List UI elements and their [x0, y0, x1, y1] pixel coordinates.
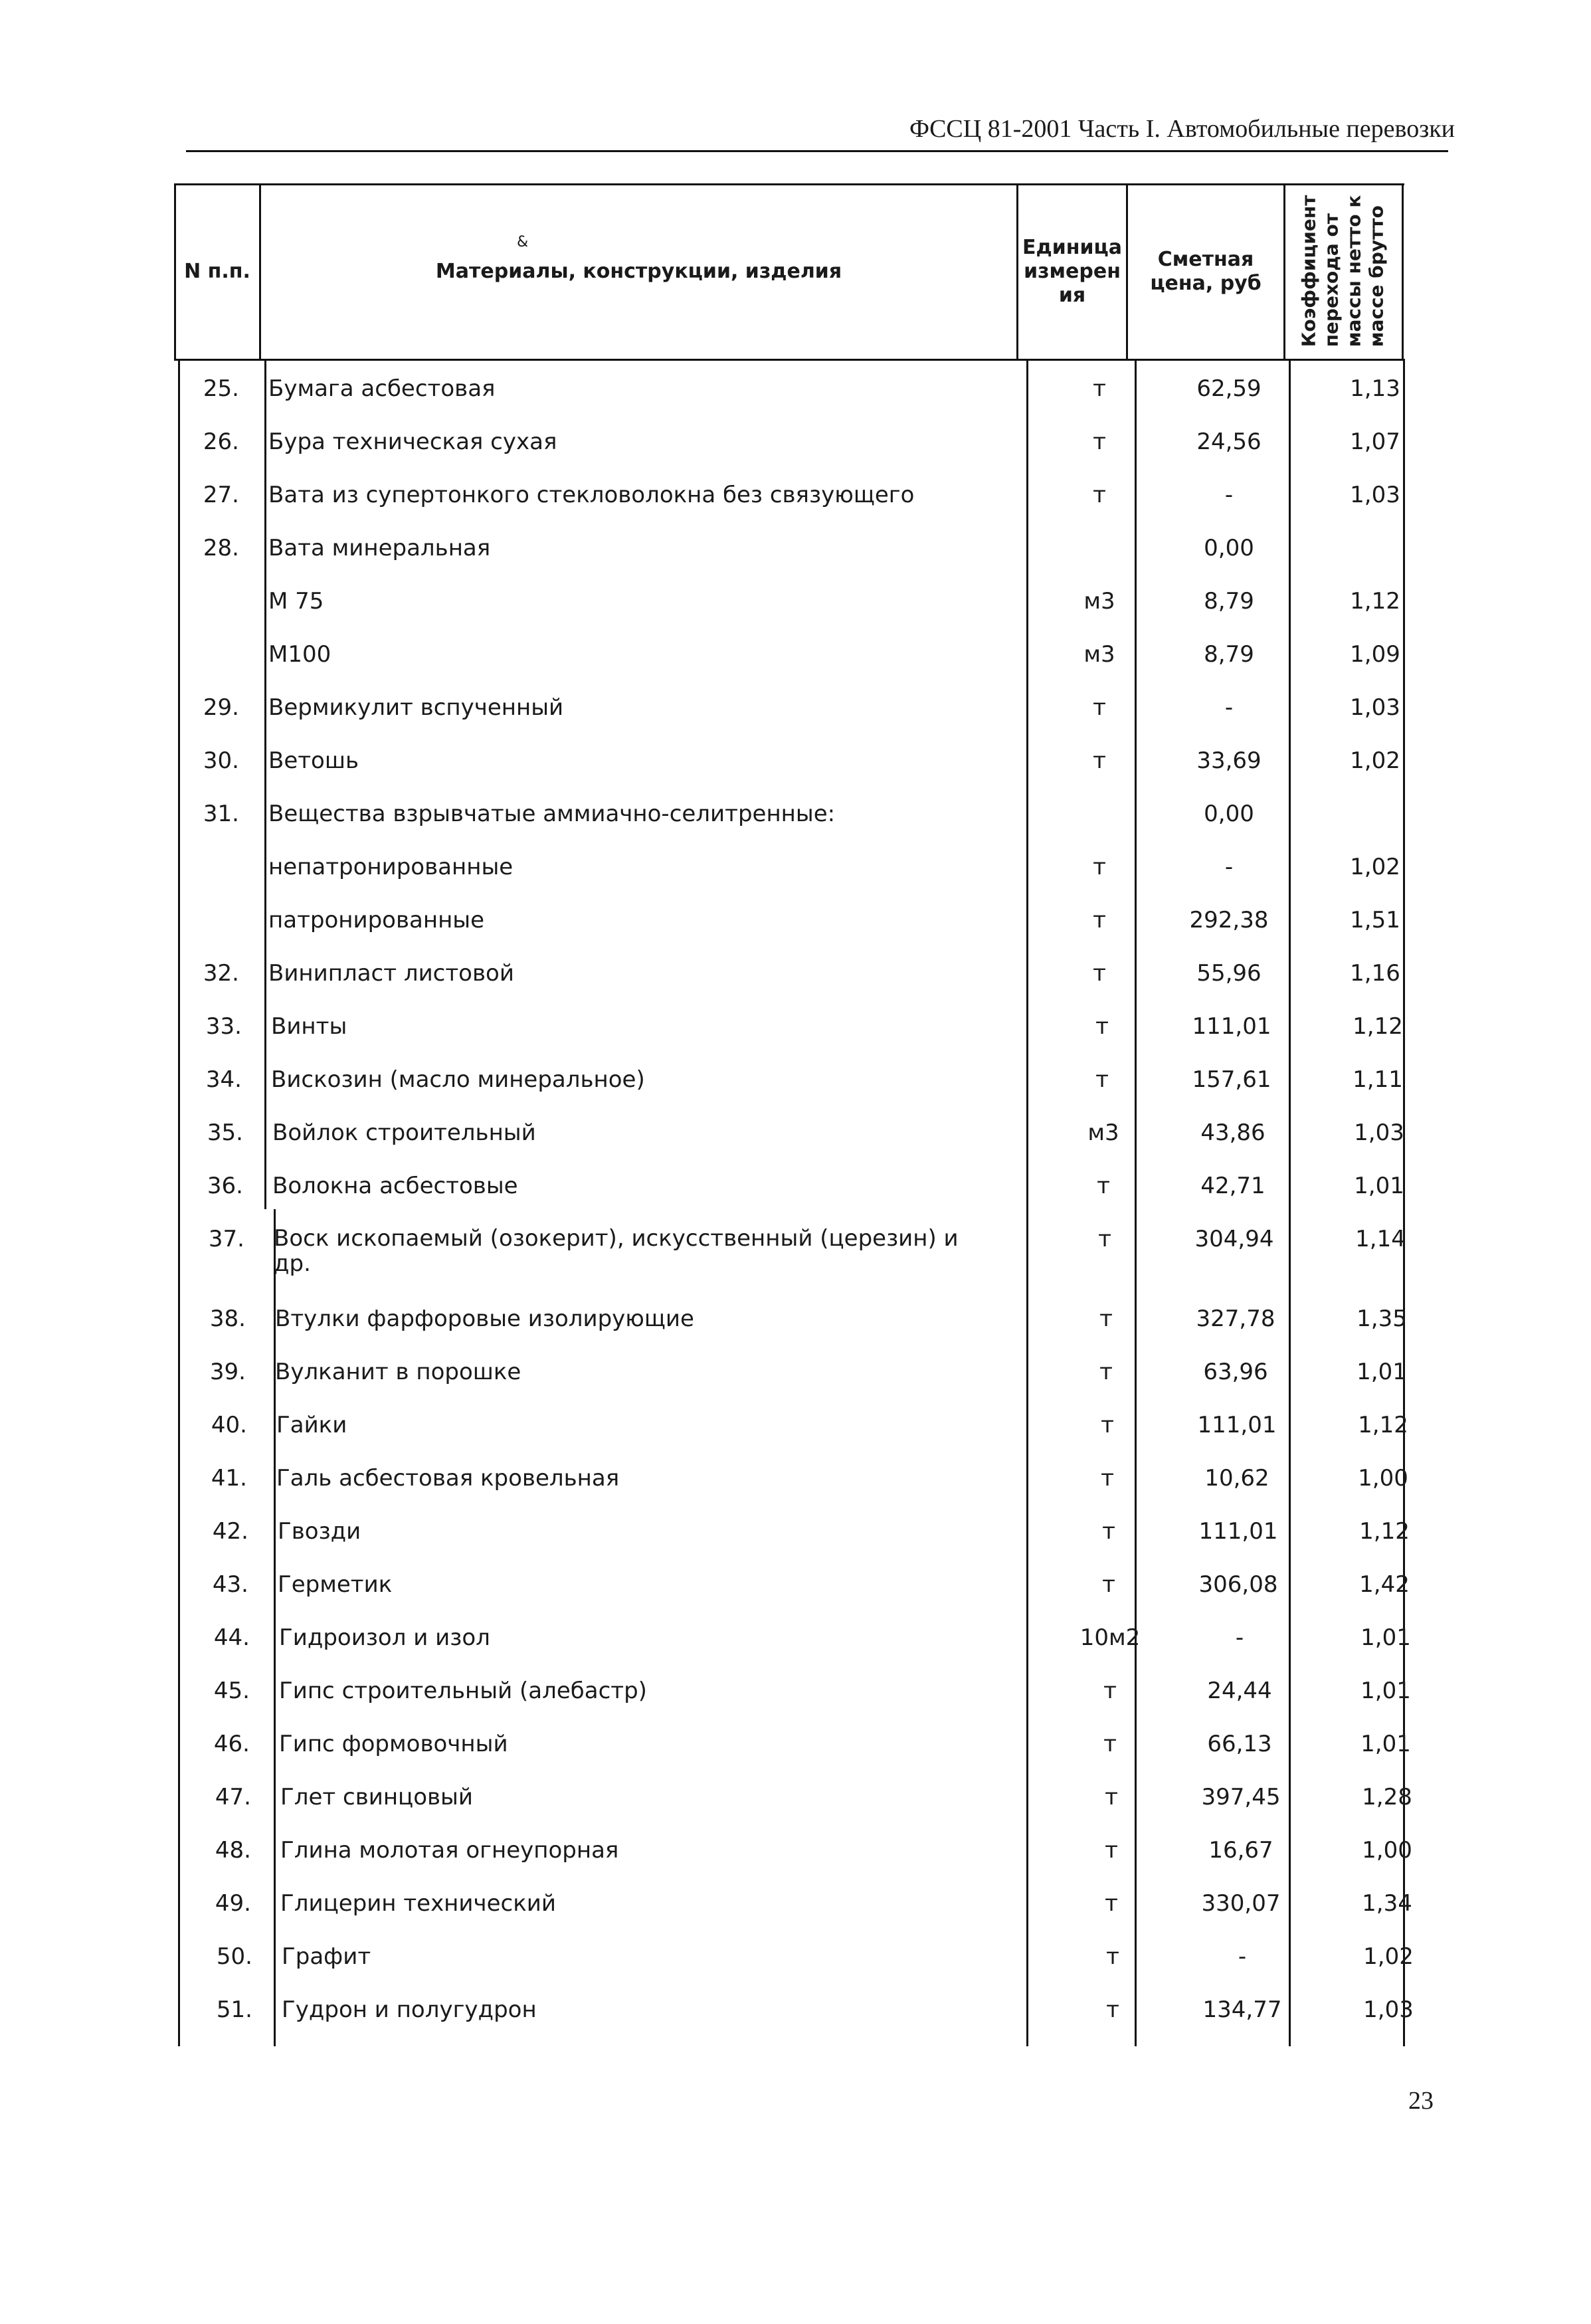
row-unit: т [1101, 1465, 1114, 1492]
header-price: Сметная цена, руб [1150, 248, 1262, 295]
row-price: 10,62 [1204, 1465, 1269, 1492]
row-price: 8,79 [1204, 641, 1254, 668]
row-price: 8,79 [1204, 588, 1254, 615]
row-number: 40. [211, 1412, 247, 1438]
row-coefficient: 1,42 [1359, 1571, 1410, 1598]
header-coef-cell [1285, 183, 1400, 359]
table-row [173, 854, 1415, 894]
row-coefficient: 1,12 [1353, 1013, 1403, 1040]
row-unit: т [1106, 1996, 1119, 2023]
row-coefficient: 1,02 [1350, 747, 1400, 774]
row-material-name: Вата из супертонкого стекловолокна без связующего [268, 482, 915, 508]
table-row [178, 1225, 1420, 1277]
row-unit: т [1093, 429, 1106, 455]
row-unit: м3 [1083, 588, 1115, 615]
row-number: 33. [205, 1013, 242, 1040]
row-number: 35. [207, 1119, 243, 1146]
row-material-name: М100 [268, 641, 331, 668]
row-price: 24,44 [1207, 1678, 1272, 1704]
row-coefficient: 1,01 [1354, 1173, 1404, 1199]
row-material-name: Графит [282, 1943, 371, 1970]
header-name-mark: & [517, 234, 529, 250]
row-price: - [1224, 854, 1234, 880]
table-row [173, 747, 1415, 787]
row-coefficient: 1,01 [1357, 1359, 1407, 1385]
row-price: 42,71 [1200, 1173, 1265, 1199]
row-material-name: Гудрон и полугудрон [282, 1996, 537, 2023]
row-number: 31. [203, 801, 239, 827]
table-row [185, 1784, 1427, 1824]
table-row [173, 482, 1415, 522]
row-price: 292,38 [1189, 907, 1269, 933]
row-price: - [1238, 1943, 1247, 1970]
row-number: 30. [203, 747, 239, 774]
table-row [183, 1731, 1426, 1771]
row-unit: т [1093, 747, 1106, 774]
row-number: 29. [203, 694, 239, 721]
row-number: 50. [216, 1943, 252, 1970]
row-number: 39. [209, 1359, 246, 1385]
row-unit: т [1093, 375, 1106, 402]
row-unit: т [1101, 1412, 1114, 1438]
row-number: 36. [207, 1173, 243, 1199]
row-unit: т [1099, 1359, 1113, 1385]
row-coefficient: 1,35 [1357, 1306, 1407, 1332]
row-material-name: Волокна асбестовые [272, 1173, 518, 1199]
row-coefficient: 1,03 [1354, 1119, 1404, 1146]
table-row [173, 907, 1415, 947]
row-price: 330,07 [1201, 1890, 1281, 1917]
row-material-name: Гидроизол и изол [279, 1624, 490, 1651]
table-row [186, 1996, 1428, 2036]
row-price: 24,56 [1196, 429, 1262, 455]
row-price: 55,96 [1196, 960, 1262, 987]
row-material-name: Ветошь [268, 747, 359, 774]
row-material-name: Гипс строительный (алебастр) [279, 1678, 647, 1704]
table-row [183, 1678, 1426, 1717]
row-price: 111,01 [1192, 1013, 1271, 1040]
row-coefficient: 1,28 [1362, 1784, 1412, 1810]
row-unit: т [1105, 1784, 1118, 1810]
header-coef: Коэффициент перехода от массы нетто к массе брутто [1297, 195, 1387, 347]
row-price: 63,96 [1203, 1359, 1268, 1385]
table-row [182, 1518, 1424, 1558]
row-price: 397,45 [1201, 1784, 1281, 1810]
row-price: 0,00 [1204, 801, 1254, 827]
row-material-name: непатронированные [268, 854, 514, 880]
row-price: 33,69 [1196, 747, 1262, 774]
row-material-name: Гайки [276, 1412, 347, 1438]
row-unit: т [1103, 1678, 1117, 1704]
table-row [173, 960, 1415, 1000]
header-unit: Единица измерен ия [1022, 236, 1122, 307]
table-row [181, 1465, 1423, 1505]
row-coefficient: 1,34 [1362, 1890, 1412, 1917]
row-material-name: Вермикулит вспученный [268, 694, 564, 721]
row-coefficient: 1,13 [1350, 375, 1400, 402]
row-price: - [1235, 1624, 1244, 1651]
table-row [179, 1306, 1422, 1345]
header-num: N п.п. [184, 260, 250, 283]
row-number: 25. [203, 375, 239, 402]
row-coefficient: 1,03 [1363, 1996, 1414, 2023]
row-unit: м3 [1087, 1119, 1119, 1146]
row-material-name: Глицерин технический [280, 1890, 556, 1917]
row-price: 111,01 [1198, 1518, 1278, 1545]
row-number: 37. [208, 1226, 244, 1252]
row-coefficient: 1,16 [1350, 960, 1400, 987]
table-row [173, 588, 1415, 628]
row-material-name: патронированные [268, 907, 485, 933]
row-coefficient: 1,03 [1350, 482, 1400, 508]
row-material-name: Гипс формовочный [279, 1731, 508, 1757]
row-number: 49. [215, 1890, 251, 1917]
row-coefficient: 1,09 [1350, 641, 1400, 668]
row-material-name: Вещества взрывчатые аммиачно-селитренные: [268, 801, 836, 827]
table-header-bottom-border [174, 359, 1404, 361]
row-unit: 10м2 [1079, 1624, 1141, 1651]
row-material-name: Вата минеральная [268, 535, 491, 561]
row-unit: т [1102, 1571, 1115, 1598]
row-price: 157,61 [1192, 1066, 1271, 1093]
row-material-name: Вискозин (масло минеральное) [271, 1066, 645, 1093]
row-price: 43,86 [1200, 1119, 1265, 1146]
table-row [185, 1890, 1427, 1930]
row-number: 48. [215, 1837, 251, 1864]
row-number: 27. [203, 482, 239, 508]
table-row [177, 1119, 1419, 1159]
table-header-top-border [174, 183, 1404, 185]
row-coefficient: 1,51 [1350, 907, 1400, 933]
row-coefficient: 1,12 [1350, 588, 1400, 615]
row-unit: м3 [1083, 641, 1115, 668]
row-number: 32. [203, 960, 239, 987]
row-coefficient: 1,03 [1350, 694, 1400, 721]
row-coefficient: 1,12 [1358, 1412, 1408, 1438]
row-unit: т [1098, 1226, 1111, 1252]
row-number: 43. [212, 1571, 248, 1598]
row-material-name: Винипласт листовой [268, 960, 514, 987]
row-unit: т [1095, 1066, 1109, 1093]
row-number: 44. [213, 1624, 250, 1651]
row-material-name: Втулки фарфоровые изолирующие [275, 1306, 694, 1332]
row-material-name: Глина молотая огнеупорная [280, 1837, 619, 1864]
table-row [186, 1943, 1428, 1983]
row-material-name: М 75 [268, 588, 324, 615]
table-row [175, 1066, 1418, 1106]
row-coefficient: 1,01 [1360, 1731, 1411, 1757]
row-unit: т [1105, 1837, 1118, 1864]
row-price: 327,78 [1196, 1306, 1275, 1332]
row-unit: т [1095, 1013, 1109, 1040]
row-material-name: Вулканит в порошке [275, 1359, 521, 1385]
row-coefficient: 1,12 [1359, 1518, 1410, 1545]
row-number: 26. [203, 429, 239, 455]
row-coefficient: 1,01 [1360, 1678, 1411, 1704]
row-price: 304,94 [1194, 1226, 1274, 1252]
row-price: 62,59 [1196, 375, 1262, 402]
table-row [185, 1837, 1427, 1877]
row-coefficient: 1,14 [1355, 1226, 1406, 1252]
table-row [183, 1624, 1426, 1664]
table-row [173, 535, 1415, 575]
table-row [182, 1571, 1424, 1611]
row-price: 111,01 [1197, 1412, 1277, 1438]
row-number: 51. [216, 1996, 252, 2023]
row-price: - [1224, 694, 1234, 721]
row-price: - [1224, 482, 1234, 508]
row-unit: т [1093, 960, 1106, 987]
row-unit: т [1102, 1518, 1115, 1545]
header-rule [186, 150, 1448, 152]
row-number: 45. [213, 1678, 250, 1704]
row-unit: т [1099, 1306, 1113, 1332]
row-number: 47. [215, 1784, 251, 1810]
table-row [173, 694, 1415, 734]
row-unit: т [1093, 694, 1106, 721]
row-number: 46. [213, 1731, 250, 1757]
row-coefficient: 1,07 [1350, 429, 1400, 455]
row-material-name: Бумага асбестовая [268, 375, 496, 402]
row-material-name: Воск ископаемый (озокерит), искусственный (церезин) и др. [274, 1225, 959, 1277]
row-coefficient: 1,00 [1362, 1837, 1412, 1864]
col-border-right [1402, 183, 1404, 359]
row-coefficient: 1,11 [1353, 1066, 1403, 1093]
row-price: 16,67 [1208, 1837, 1273, 1864]
table-row [173, 375, 1415, 415]
row-material-name: Гвозди [278, 1518, 361, 1545]
row-number: 41. [211, 1465, 247, 1492]
row-material-name: Галь асбестовая кровельная [276, 1465, 620, 1492]
row-material-name: Герметик [278, 1571, 393, 1598]
row-coefficient: 1,02 [1350, 854, 1400, 880]
table-row [179, 1359, 1422, 1399]
row-number: 28. [203, 535, 239, 561]
row-unit: т [1103, 1731, 1117, 1757]
row-unit: т [1093, 907, 1106, 933]
row-unit: т [1105, 1890, 1118, 1917]
row-coefficient: 1,01 [1360, 1624, 1411, 1651]
row-price: 66,13 [1207, 1731, 1272, 1757]
page-number: 23 [1408, 2087, 1434, 2115]
header-name: Материалы, конструкции, изделия [435, 260, 842, 283]
table-row [173, 801, 1415, 840]
row-material-name: Глет свинцовый [280, 1784, 473, 1810]
table-row [177, 1173, 1419, 1212]
row-unit: т [1093, 854, 1106, 880]
row-coefficient: 1,02 [1363, 1943, 1414, 1970]
table-row [181, 1412, 1423, 1452]
row-price: 306,08 [1198, 1571, 1278, 1598]
row-number: 38. [209, 1306, 246, 1332]
row-number: 34. [205, 1066, 242, 1093]
row-coefficient: 1,00 [1358, 1465, 1408, 1492]
row-material-name: Войлок строительный [272, 1119, 536, 1146]
table-row [173, 641, 1415, 681]
running-header: ФССЦ 81-2001 Часть I. Автомобильные перевозки [909, 115, 1455, 143]
row-number: 42. [212, 1518, 248, 1545]
row-unit: т [1106, 1943, 1119, 1970]
row-material-name: Винты [271, 1013, 347, 1040]
row-price: 134,77 [1202, 1996, 1282, 2023]
table-row [175, 1013, 1418, 1053]
row-material-name: Бура техническая сухая [268, 429, 557, 455]
row-unit: т [1093, 482, 1106, 508]
row-price: 0,00 [1204, 535, 1254, 561]
table-row [173, 429, 1415, 468]
row-unit: т [1097, 1173, 1110, 1199]
